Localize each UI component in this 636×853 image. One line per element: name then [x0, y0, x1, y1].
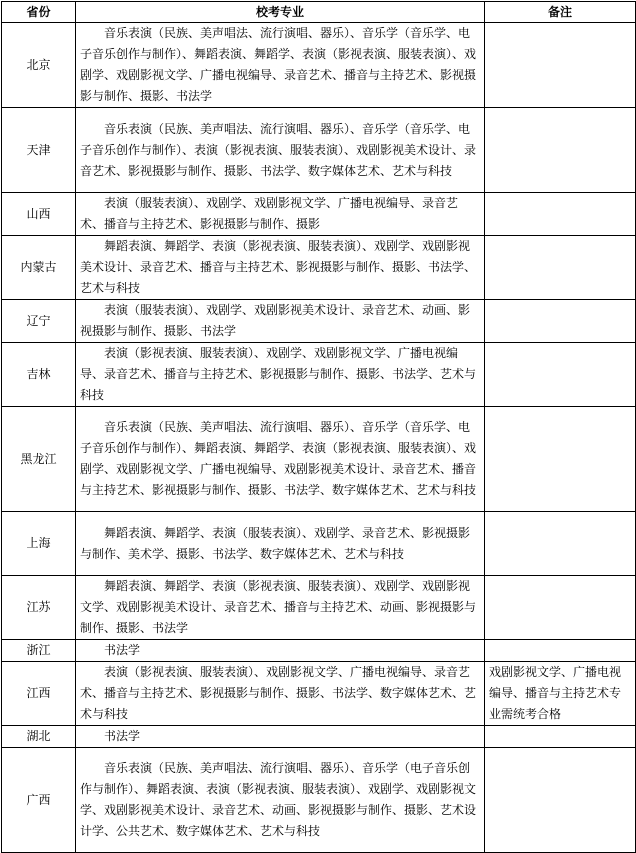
note-cell — [485, 236, 636, 300]
header-province: 省份 — [2, 2, 76, 23]
note-cell — [485, 407, 636, 512]
table-row — [2, 726, 636, 748]
table-row — [2, 23, 636, 108]
majors-cell: 表演（服装表演）、戏剧学、戏剧影视文学、广播电视编导、录音艺术、播音与主持艺术、影视摄影与制作、摄影 — [76, 193, 485, 236]
majors-cell: 书法学 — [76, 726, 485, 748]
note-cell — [485, 193, 636, 236]
note-cell: 戏剧影视文学、广播电视编导、播音与主持艺术专业需统考合格 — [485, 662, 636, 726]
note-cell — [485, 343, 636, 407]
table-row — [2, 662, 636, 726]
note-cell — [485, 300, 636, 343]
note-cell — [485, 748, 636, 853]
header-majors: 校考专业 — [76, 2, 485, 23]
note-cell — [485, 576, 636, 640]
province-cell: 江苏 — [2, 576, 76, 640]
province-cell: 北京 — [2, 23, 76, 108]
table-row — [2, 236, 636, 300]
table-row — [2, 512, 636, 576]
table-row — [2, 407, 636, 512]
province-cell: 江西 — [2, 662, 76, 726]
note-cell — [485, 726, 636, 748]
majors-cell: 书法学 — [76, 640, 485, 662]
note-cell — [485, 640, 636, 662]
note-cell — [485, 512, 636, 576]
table-row — [2, 640, 636, 662]
table-row — [2, 193, 636, 236]
province-cell: 广西 — [2, 748, 76, 853]
table-row — [2, 108, 636, 193]
majors-cell: 表演（影视表演、服装表演）、戏剧影视文学、广播电视编导、录音艺术、播音与主持艺术、影视摄影与制作、摄影、书法学、数字媒体艺术、艺术与科技 — [76, 662, 485, 726]
province-cell: 浙江 — [2, 640, 76, 662]
province-cell: 黑龙江 — [2, 407, 76, 512]
majors-cell: 舞蹈表演、舞蹈学、表演（服装表演）、戏剧学、录音艺术、影视摄影与制作、美术学、摄影、书法学、数字媒体艺术、艺术与科技 — [76, 512, 485, 576]
table-row — [2, 300, 636, 343]
province-cell: 山西 — [2, 193, 76, 236]
majors-cell: 表演（影视表演、服装表演）、戏剧学、戏剧影视文学、广播电视编导、录音艺术、播音与主持艺术、影视摄影与制作、摄影、书法学、艺术与科技 — [76, 343, 485, 407]
note-cell — [485, 108, 636, 193]
province-cell: 湖北 — [2, 726, 76, 748]
majors-cell: 音乐表演（民族、美声唱法、流行演唱、器乐）、音乐学（音乐学、电子音乐创作与制作）、表演（影视表演、服装表演）、戏剧影视美术设计、录音艺术、影视摄影与制作、摄影、书法学、数字媒体艺术、艺术与科技 — [76, 108, 485, 193]
province-cell: 天津 — [2, 108, 76, 193]
province-cell: 辽宁 — [2, 300, 76, 343]
majors-cell: 舞蹈表演、舞蹈学、表演（影视表演、服装表演）、戏剧学、戏剧影视美术设计、录音艺术、播音与主持艺术、影视摄影与制作、摄影、书法学、艺术与科技 — [76, 236, 485, 300]
note-cell — [485, 23, 636, 108]
header-notes: 备注 — [485, 2, 636, 23]
majors-cell: 音乐表演（民族、美声唱法、流行演唱、器乐）、音乐学（音乐学、电子音乐创作与制作）、舞蹈表演、舞蹈学、表演（影视表演、服装表演）、戏剧学、戏剧影视文学、广播电视编导、戏剧影视美术设计、录音艺术、播音与主持艺术、影视摄影与制作、摄影、书法学、数字媒体艺术、艺术与科技 — [76, 407, 485, 512]
majors-cell: 表演（服装表演）、戏剧学、戏剧影视美术设计、录音艺术、动画、影视摄影与制作、摄影、书法学 — [76, 300, 485, 343]
table-row — [2, 343, 636, 407]
table-row — [2, 576, 636, 640]
province-cell: 内蒙古 — [2, 236, 76, 300]
majors-cell: 音乐表演（民族、美声唱法、流行演唱、器乐）、音乐学（音乐学、电子音乐创作与制作）、舞蹈表演、舞蹈学、表演（影视表演、服装表演）、戏剧学、戏剧影视文学、广播电视编导、录音艺术、播音与主持艺术、影视摄影与制作、摄影、书法学 — [76, 23, 485, 108]
majors-table — [1, 1, 636, 853]
table-header-row — [2, 2, 636, 23]
majors-cell: 舞蹈表演、舞蹈学、表演（影视表演、服装表演）、戏剧学、戏剧影视文学、戏剧影视美术设计、录音艺术、播音与主持艺术、动画、影视摄影与制作、摄影、书法学 — [76, 576, 485, 640]
majors-cell: 音乐表演（民族、美声唱法、流行演唱、器乐）、音乐学（电子音乐创作与制作）、舞蹈表演、表演（影视表演、服装表演）、戏剧学、戏剧影视文学、戏剧影视美术设计、录音艺术、动画、影视摄影与制作、摄影、艺术设计学、公共艺术、数字媒体艺术、艺术与科技 — [76, 748, 485, 853]
table-row — [2, 748, 636, 853]
province-cell: 吉林 — [2, 343, 76, 407]
province-cell: 上海 — [2, 512, 76, 576]
